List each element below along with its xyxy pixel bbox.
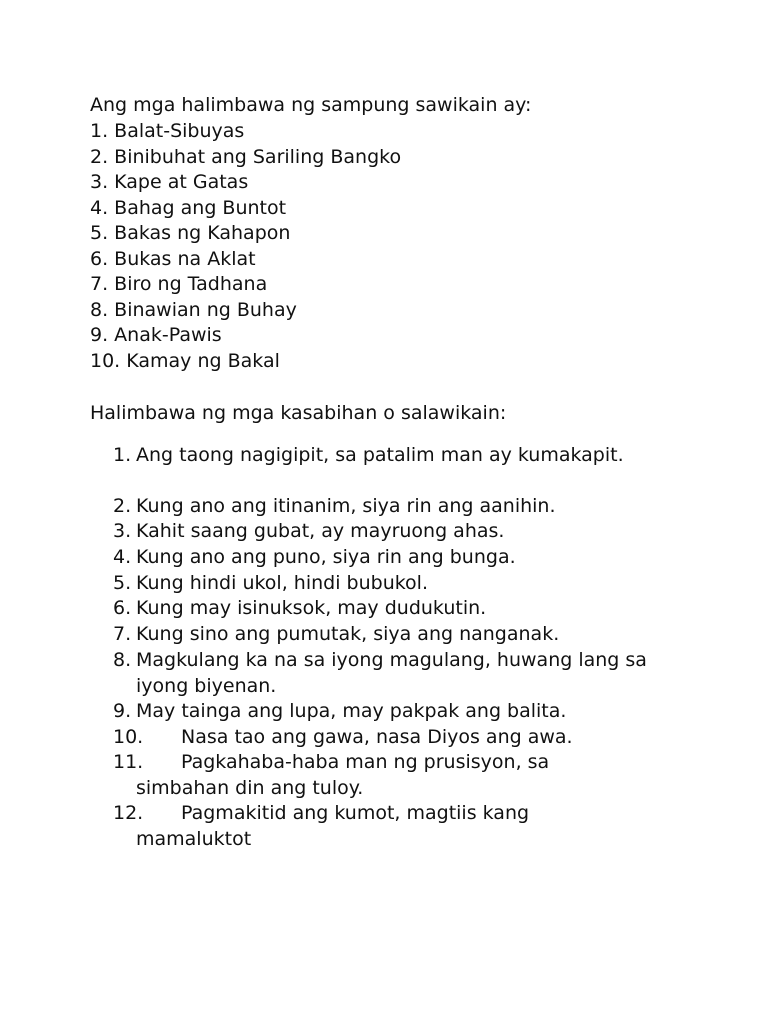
- salawikain-heading: Halimbawa ng mga kasabihan o salawikain:: [90, 402, 507, 424]
- list-item: 5. Bakas ng Kahapon: [90, 222, 291, 244]
- list-item: 3. Kape at Gatas: [90, 171, 249, 193]
- list-item-number: 12.: [113, 802, 144, 824]
- list-item-number: 5.: [113, 572, 132, 594]
- list-item-text: Kung hindi ukol, hindi bubukol.: [136, 572, 429, 594]
- list-item: 6. Bukas na Aklat: [90, 248, 256, 270]
- list-item: 10. Kamay ng Bakal: [90, 350, 280, 372]
- list-item-number: 9.: [113, 700, 132, 722]
- list-item-number: 10.: [113, 726, 144, 748]
- list-item-number: 11.: [113, 751, 144, 773]
- list-item-text: May tainga ang lupa, may pakpak ang balita.: [136, 700, 567, 722]
- list-item: 4. Bahag ang Buntot: [90, 197, 287, 219]
- list-item-text: Pagmakitid ang kumot, magtiis kang mamaluktot: [136, 802, 530, 850]
- sawikain-heading: Ang mga halimbawa ng sampung sawikain ay:: [90, 94, 532, 116]
- list-item-number: 1.: [113, 444, 132, 466]
- list-item-number: 2.: [113, 495, 132, 517]
- list-item: 8. Binawian ng Buhay: [90, 299, 297, 321]
- list-item-text: Kung may isinuksok, may dudukutin.: [136, 597, 487, 619]
- list-item-text: Kung ano ang puno, siya rin ang bunga.: [136, 546, 516, 568]
- list-item: 2. Binibuhat ang Sariling Bangko: [90, 146, 402, 168]
- list-item-text: Kung ano ang itinanim, siya rin ang aanihin.: [136, 495, 556, 517]
- list-item-text: Kahit saang gubat, ay mayruong ahas.: [136, 520, 505, 542]
- list-item-text: Magkulang ka na sa iyong magulang, huwang lang sa iyong biyenan.: [136, 649, 647, 697]
- list-item-text: Pagkahaba-haba man ng prusisyon, sa simbahan din ang tuloy.: [136, 751, 550, 799]
- list-item-text: Ang taong nagigipit, sa patalim man ay kumakapit.: [136, 444, 624, 466]
- list-item-number: 3.: [113, 520, 132, 542]
- list-item-number: 8.: [113, 649, 132, 671]
- list-item: 7. Biro ng Tadhana: [90, 273, 268, 295]
- list-item-number: 7.: [113, 623, 132, 645]
- list-item-number: 6.: [113, 597, 132, 619]
- list-item-text: Kung sino ang pumutak, siya ang nanganak.: [136, 623, 560, 645]
- list-item: 9. Anak-Pawis: [90, 324, 222, 346]
- list-item-number: 4.: [113, 546, 132, 568]
- list-item: 1. Balat-Sibuyas: [90, 120, 245, 142]
- list-item-text: Nasa tao ang gawa, nasa Diyos ang awa.: [181, 726, 573, 748]
